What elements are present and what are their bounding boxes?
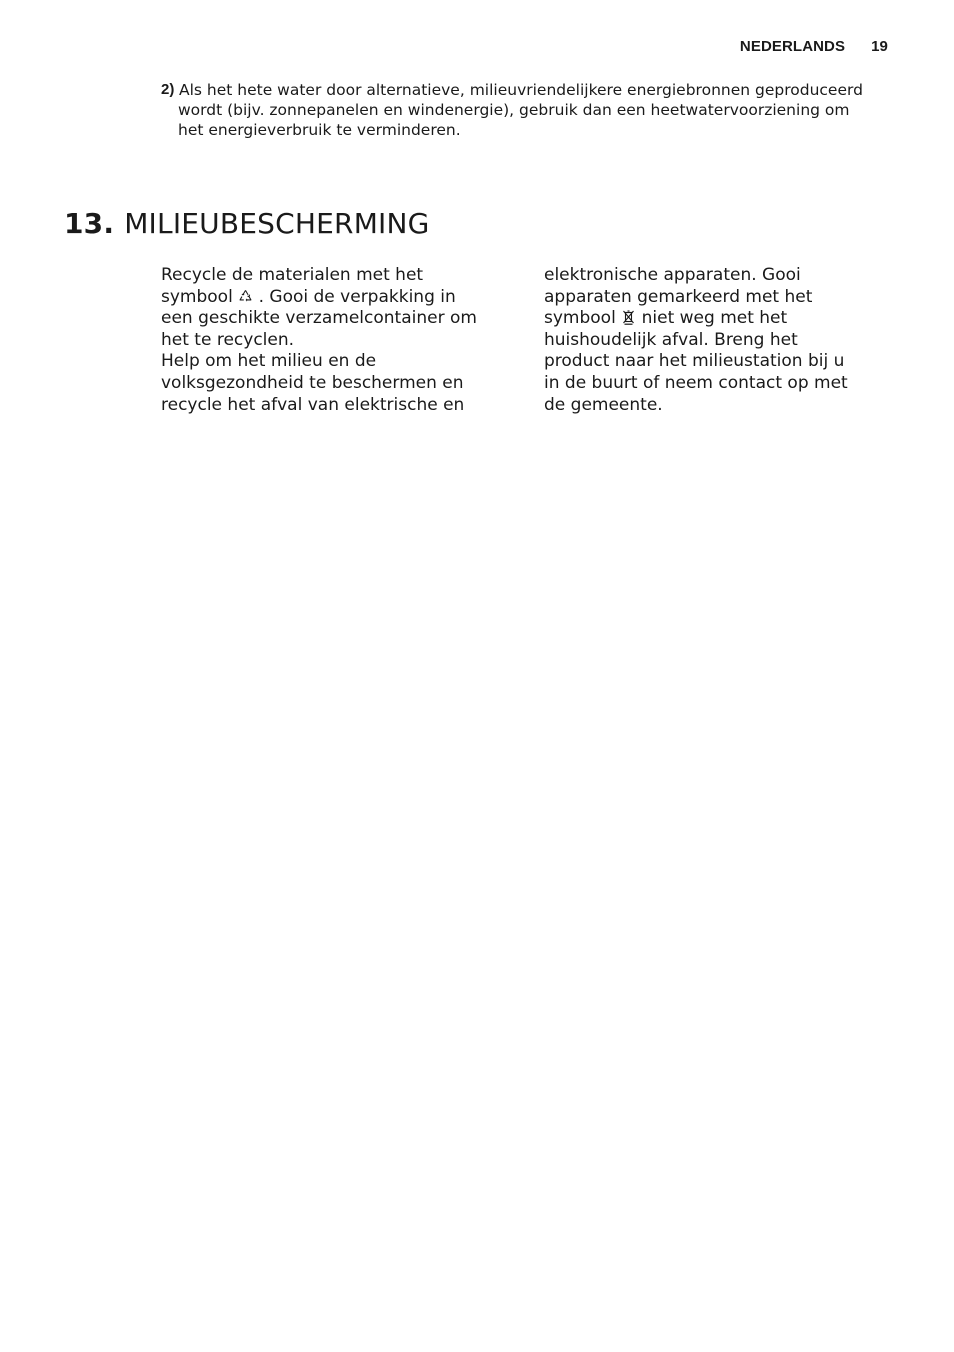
footnote-line: Als het hete water door alternatieve, milieuvriendelijkere energiebronnen geproduceerd	[179, 81, 863, 99]
text-column-left	[161, 265, 491, 416]
recycle-icon	[238, 288, 253, 304]
body-line: Help om het milieu en de	[161, 351, 377, 372]
body-line	[544, 308, 874, 330]
crossed-out-bin-icon	[621, 309, 636, 325]
body-line: het te recyclen.	[161, 329, 295, 350]
footnote	[161, 80, 901, 140]
body-line: product naar het milieustation bij u	[544, 351, 845, 372]
footnote-line: het energieverbruik te verminderen.	[178, 121, 461, 139]
body-line: de gemeente.	[544, 394, 663, 415]
footnote-line: wordt (bijv. zonnepanelen en windenergie), gebruik dan een heetwatervoorziening om	[178, 101, 850, 119]
section-title-text: MILIEUBESCHERMING	[124, 207, 430, 240]
body-line: elektronische apparaten. Gooi	[544, 265, 801, 285]
section-title	[64, 207, 430, 240]
body-text: . Gooi de verpakking in	[253, 286, 456, 307]
body-text: symbool	[544, 308, 622, 329]
header-language: NEDERLANDS	[739, 38, 846, 55]
footnote-marker: 2)	[161, 81, 175, 98]
body-line: volksgezondheid te beschermen en	[161, 372, 464, 393]
body-line: een geschikte verzamelcontainer om	[161, 308, 477, 329]
body-line: apparaten gemarkeerd met het	[544, 286, 813, 307]
body-text: niet weg met het	[636, 308, 788, 329]
body-line: Recycle de materialen met het	[161, 265, 424, 285]
body-line: recycle het afval van elektrische en	[161, 394, 465, 415]
body-line: in de buurt of neem contact op met	[544, 372, 848, 393]
page-header	[740, 38, 888, 55]
body-line: huishoudelijk afval. Breng het	[544, 329, 798, 350]
body-line	[161, 287, 491, 309]
section-number: 13.	[64, 207, 115, 240]
page-number: 19	[871, 38, 888, 55]
footnote-text	[161, 80, 901, 140]
text-column-right	[544, 265, 874, 416]
body-text: symbool	[161, 286, 239, 307]
